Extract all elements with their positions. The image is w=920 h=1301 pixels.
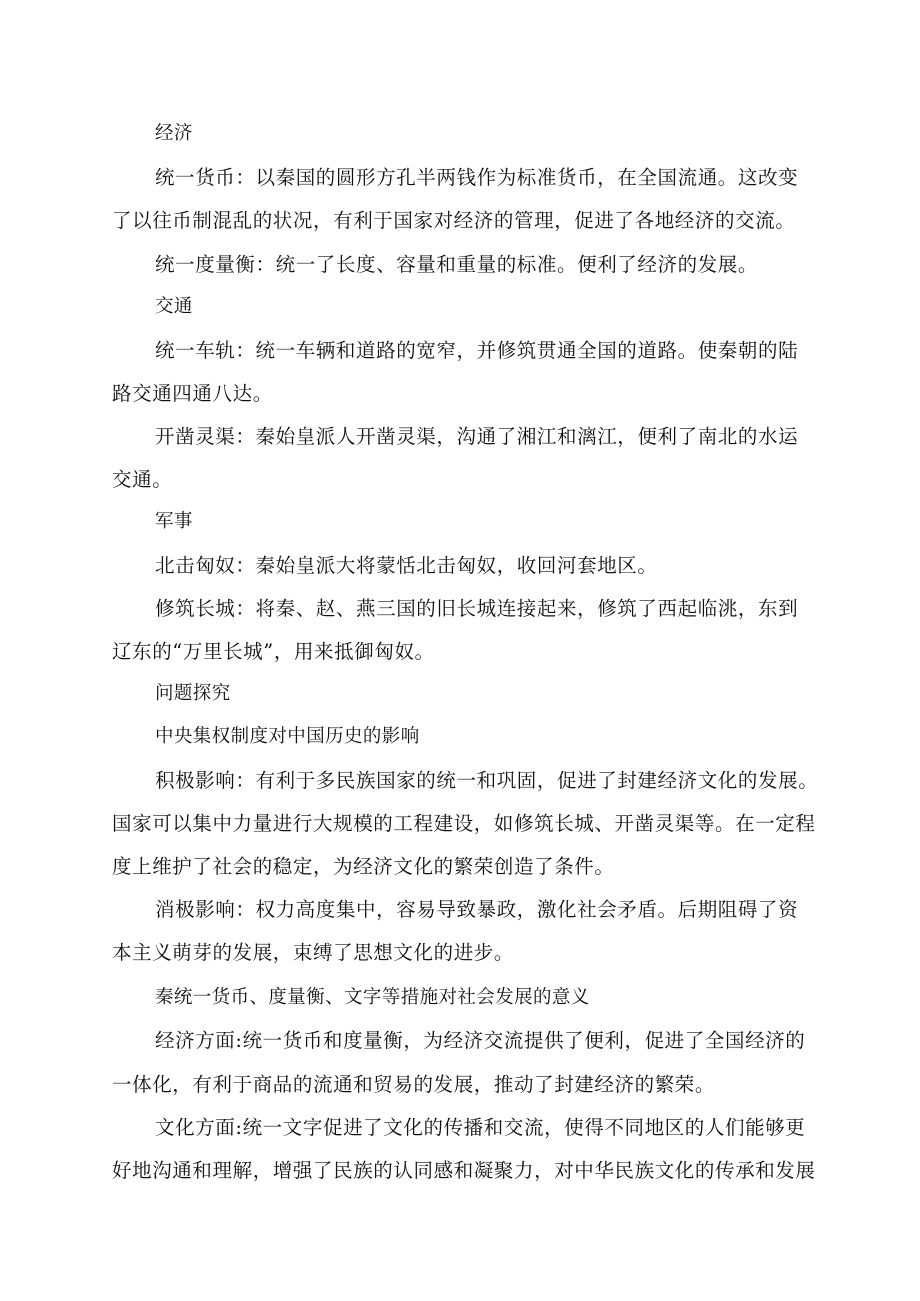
paragraph-line-measures: 统一度量衡：统一了长度、容量和重量的标准。便利了经济的发展。 [155,253,759,276]
paragraph-line-canal-1: 开凿灵渠：秦始皇派人开凿灵渠，沟通了湘江和漓江，便利了南北的水运 [155,425,799,448]
paragraph-line-xiongnu: 北击匈奴：秦始皇派大将蒙恬北击匈奴，收回河套地区。 [155,554,658,577]
paragraph-line-currency-2: 了以往币制混乱的状况，有利于国家对经济的管理，促进了各地经济的交流。 [112,209,796,232]
paragraph-line-positive-3: 度上维护了社会的稳定，为经济文化的繁荣创造了条件。 [112,855,615,878]
paragraph-line-canal-2: 交通。 [112,468,173,491]
paragraph-line-positive-1: 积极影响：有利于多民族国家的统一和巩固，促进了封建经济文化的发展。 [155,769,819,792]
section-heading-military: 军事 [155,511,193,532]
paragraph-line-wall-1: 修筑长城：将秦、赵、燕三国的旧长城连接起来，修筑了西起临洮，东到 [155,597,799,620]
section-heading-transport: 交通 [155,296,193,317]
paragraph-line-currency-1: 统一货币：以秦国的圆形方孔半两钱作为标准货币，在全国流通。这改变 [155,166,799,189]
paragraph-line-culture-aspect-2: 好地沟通和理解，增强了民族的认同感和凝聚力，对中华民族文化的传承和发展 [112,1159,816,1182]
paragraph-line-positive-2: 国家可以集中力量进行大规模的工程建设，如修筑长城、开凿灵渠等。在一定程 [112,812,816,835]
paragraph-line-axle-1: 统一车轨：统一车辆和道路的宽窄，并修筑贯通全国的道路。使秦朝的陆 [155,339,799,362]
paragraph-line-negative-1: 消极影响：权力高度集中，容易导致暴政，激化社会矛盾。后期阻碍了资 [155,898,799,921]
paragraph-line-axle-2: 路交通四通八达。 [112,382,273,405]
section-heading-inquiry: 问题探究 [155,683,231,704]
subheading-centralization: 中央集权制度对中国历史的影响 [155,726,420,747]
paragraph-line-negative-2: 本主义萌芽的发展，束缚了思想文化的进步。 [112,941,515,964]
section-heading-economy: 经济 [155,123,193,144]
paragraph-line-wall-2: 辽东的“万里长城”，用来抵御匈奴。 [112,640,435,663]
paragraph-line-econ-aspect-1: 经济方面:统一货币和度量衡，为经济交流提供了便利，促进了全国经济的 [155,1029,806,1052]
subheading-significance: 秦统一货币、度量衡、文字等措施对社会发展的意义 [155,987,590,1008]
paragraph-line-culture-aspect-1: 文化方面:统一文字促进了文化的传播和交流，使得不同地区的人们能够更 [155,1116,806,1139]
paragraph-line-econ-aspect-2: 一体化，有利于商品的流通和贸易的发展，推动了封建经济的繁荣。 [112,1073,716,1096]
